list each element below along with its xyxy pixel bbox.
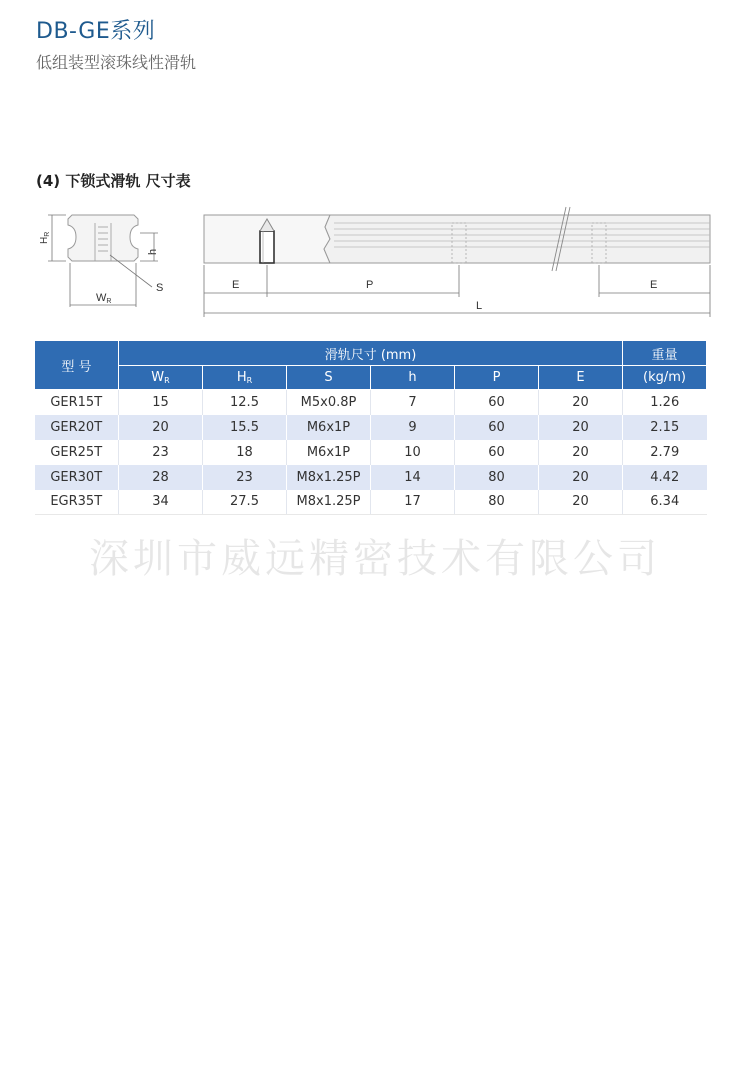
cell-p: 60 (455, 415, 539, 440)
h-label: h (147, 248, 159, 255)
cell-h: 9 (371, 415, 455, 440)
cell-e: 20 (539, 490, 623, 515)
cell-p: 80 (455, 490, 539, 515)
col-header-p: P (455, 366, 539, 390)
table-row (35, 440, 707, 465)
rail-side-view (204, 215, 710, 263)
model-header: 型 号 (35, 341, 119, 390)
dimension-header: 滑轨尺寸 (mm) (119, 341, 623, 366)
col-header-wr (119, 366, 203, 390)
cell-hr: 15.5 (203, 415, 287, 440)
length-dimension-lines (204, 265, 710, 317)
cell-model: GER15T (35, 390, 119, 415)
weight-header: 重量 (623, 341, 707, 366)
cell-wr: 34 (119, 490, 203, 515)
hr-label-sub: R (44, 231, 51, 237)
series-subtitle: 低组装型滚珠线性滑轨 (36, 53, 197, 72)
col-header-hr-sub: R (246, 376, 253, 385)
table-row (35, 490, 707, 515)
col-header-wr-sub: R (164, 376, 170, 385)
hr-label-main: H (39, 236, 50, 244)
cell-hr: 12.5 (203, 390, 287, 415)
cell-weight: 4.42 (623, 465, 707, 490)
e-right-label: E (650, 279, 658, 291)
cell-wr: 28 (119, 465, 203, 490)
p-label: P (366, 279, 374, 291)
cell-s: M5x0.8P (287, 390, 371, 415)
col-header-e: E (539, 366, 623, 390)
e-left-label: E (232, 279, 240, 291)
table-row (35, 465, 707, 490)
cell-wr: 15 (119, 390, 203, 415)
table-row (35, 415, 707, 440)
cell-s: M8x1.25P (287, 490, 371, 515)
cell-p: 60 (455, 440, 539, 465)
cell-wr: 23 (119, 440, 203, 465)
cell-weight: 2.79 (623, 440, 707, 465)
col-header-wr-main: W (151, 370, 165, 385)
col-header-hr-main: H (236, 370, 247, 385)
hr-dimension-line (48, 215, 66, 261)
rail-dimension-table (34, 340, 707, 515)
weight-unit-header: (kg/m) (623, 366, 707, 390)
table-row (35, 390, 707, 415)
cell-e: 20 (539, 440, 623, 465)
cell-h: 10 (371, 440, 455, 465)
cell-weight: 6.34 (623, 490, 707, 515)
section-title: (4) 下锁式滑轨 尺寸表 (36, 172, 191, 190)
cell-s: M6x1P (287, 415, 371, 440)
series-title: DB-GE系列 (36, 19, 156, 44)
cell-s: M8x1.25P (287, 465, 371, 490)
cell-p: 60 (455, 390, 539, 415)
wr-label-sub: R (106, 298, 112, 305)
cell-p: 80 (455, 465, 539, 490)
cell-s: M6x1P (287, 440, 371, 465)
cell-h: 17 (371, 490, 455, 515)
s-label: S (156, 282, 164, 294)
cell-e: 20 (539, 465, 623, 490)
col-header-s: S (287, 366, 371, 390)
col-header-h: h (371, 366, 455, 390)
rail-cross-section (68, 215, 138, 261)
cell-e: 20 (539, 390, 623, 415)
h-dimension-line (140, 233, 158, 261)
col-header-hr (203, 366, 287, 390)
cell-hr: 18 (203, 440, 287, 465)
cell-model: GER30T (35, 465, 119, 490)
cell-weight: 1.26 (623, 390, 707, 415)
cell-h: 7 (371, 390, 455, 415)
cell-model: GER25T (35, 440, 119, 465)
company-watermark: 深圳市威远精密技术有限公司 (89, 536, 661, 582)
cell-hr: 27.5 (203, 490, 287, 515)
cell-model: GER20T (35, 415, 119, 440)
cell-e: 20 (539, 415, 623, 440)
cell-h: 14 (371, 465, 455, 490)
wr-label-main: W (96, 292, 107, 304)
cell-model: EGR35T (35, 490, 119, 515)
wr-label (96, 292, 111, 305)
l-label: L (476, 300, 483, 312)
cell-wr: 20 (119, 415, 203, 440)
rail-dimension-diagram (30, 205, 720, 325)
hr-label (39, 232, 51, 244)
cell-weight: 2.15 (623, 415, 707, 440)
cell-hr: 23 (203, 465, 287, 490)
